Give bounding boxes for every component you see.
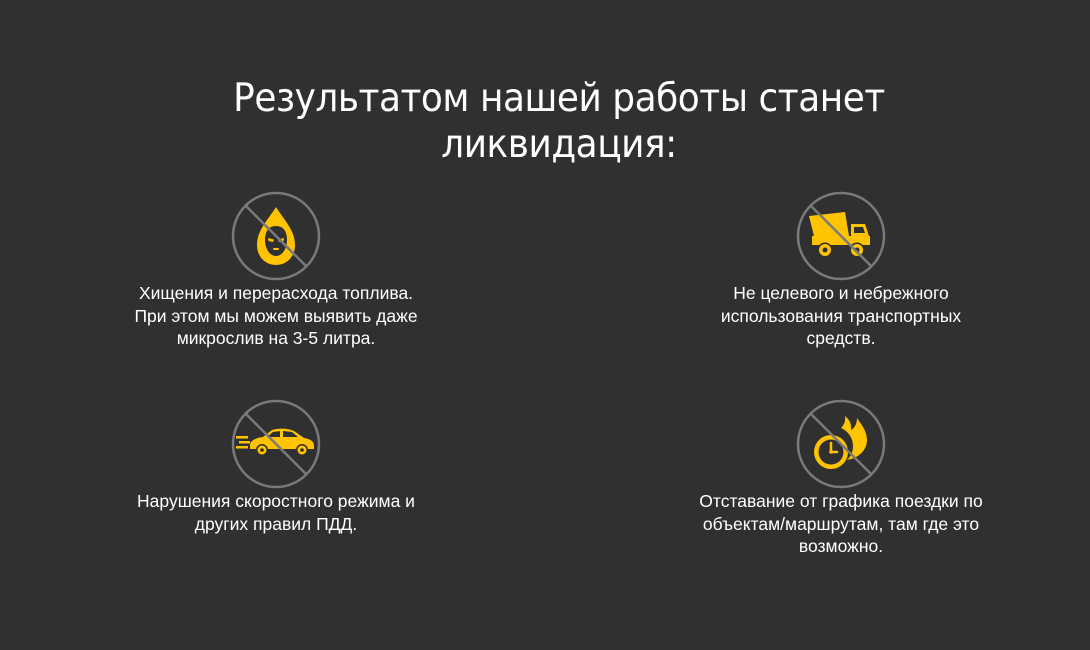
fuel-thief-icon: [230, 190, 322, 282]
feature-text-line: средств.: [806, 328, 876, 348]
page-title-line-1: Результатом нашей работы станет: [233, 76, 885, 122]
page-title: [45, 76, 1074, 168]
feature-text-line: Нарушения скоростного режима и: [137, 491, 415, 511]
burning-clock-icon: [795, 398, 887, 490]
feature-text-line: использования транспортных: [720, 305, 962, 326]
feature-speeding-text: [96, 490, 456, 535]
feature-schedule-delay: [661, 398, 1021, 558]
feature-text-line: При этом мы можем выявить даже: [134, 305, 418, 326]
feature-vehicle-misuse-text: [661, 282, 1021, 350]
feature-text-line: других правил ПДД.: [194, 513, 358, 534]
feature-text-line: Не целевого и небрежного: [733, 283, 949, 303]
feature-text-line: объектам/маршрутам, там где это: [702, 513, 980, 534]
feature-text-line: Хищения и перерасхода топлива.: [138, 283, 414, 303]
feature-text-line: микрослив на 3-5 литра.: [176, 328, 376, 348]
speeding-car-icon: [230, 398, 322, 490]
dump-truck-icon: [795, 190, 887, 282]
feature-text-line: Отставание от графика поездки по: [699, 491, 983, 511]
feature-schedule-delay-text: [661, 490, 1021, 558]
feature-speeding: [96, 398, 456, 535]
feature-text-line: возможно.: [798, 536, 884, 556]
feature-fuel-theft: [96, 190, 456, 350]
page-title-line-2: ликвидация:: [441, 122, 677, 168]
feature-fuel-theft-text: [96, 282, 456, 350]
feature-vehicle-misuse: [661, 190, 1021, 350]
